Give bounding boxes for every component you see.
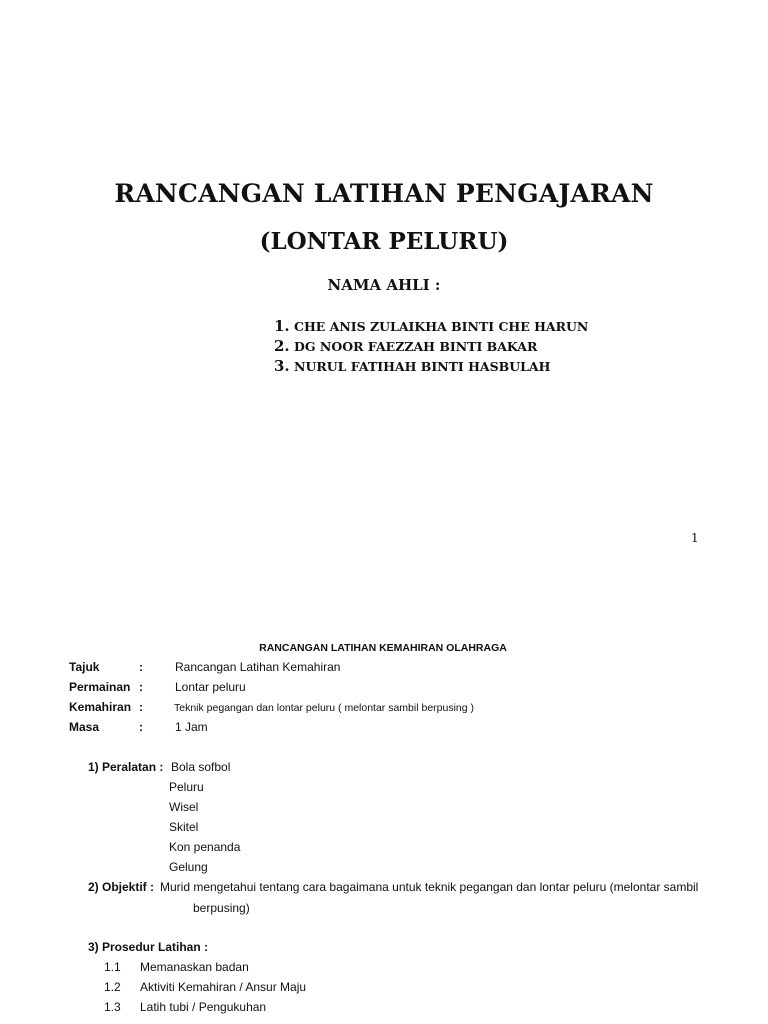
info-value-permainan: Lontar peluru [175, 680, 246, 694]
info-colon: : [139, 680, 143, 694]
info-label-masa: Masa [69, 720, 100, 734]
info-label-permainan: Permainan [69, 680, 131, 694]
section-title: RANCANGAN LATIHAN KEMAHIRAN OLAHRAGA [259, 642, 507, 654]
member-item [274, 317, 588, 335]
equipment-item: Kon penanda [169, 840, 241, 854]
members-label: NAMA AHLI : [327, 276, 441, 294]
equipment-item: Bola sofbol [171, 760, 231, 774]
equipment-item: Wisel [169, 800, 199, 814]
info-label-tajuk: Tajuk [69, 660, 100, 674]
info-colon: : [139, 700, 143, 714]
info-value-tajuk: Rancangan Latihan Kemahiran [175, 660, 341, 674]
procedure-step-number: 1.1 [104, 960, 121, 974]
info-colon: : [139, 720, 143, 734]
member-item [274, 337, 537, 355]
info-colon: : [139, 660, 143, 674]
member-number: 2. [274, 337, 290, 355]
objective-heading: 2) Objektif : [88, 880, 155, 894]
procedure-heading: 3) Prosedur Latihan : [88, 940, 209, 954]
objective-text: Murid mengetahui tentang cara bagaimana untuk teknik pegangan dan lontar peluru (melontar sambil [160, 880, 699, 894]
member-name: DG NOOR FAEZZAH BINTI BAKAR [294, 339, 538, 354]
equipment-heading: 1) Peralatan : [88, 760, 164, 774]
info-label-kemahiran: Kemahiran [69, 700, 132, 714]
member-name: NURUL FATIHAH BINTI HASBULAH [294, 359, 551, 374]
document-title: RANCANGAN LATIHAN PENGAJARAN [114, 179, 654, 208]
objective-text-continued: berpusing) [193, 901, 250, 915]
equipment-item: Skitel [169, 820, 199, 834]
procedure-step-number: 1.3 [104, 1000, 121, 1014]
procedure-step-text: Memanaskan badan [140, 960, 249, 974]
procedure-step-text: Latih tubi / Pengukuhan [140, 1000, 267, 1014]
member-number: 3. [274, 357, 290, 375]
procedure-step-number: 1.2 [104, 980, 121, 994]
equipment-item: Gelung [169, 860, 208, 874]
equipment-item: Peluru [169, 780, 204, 794]
member-item [274, 357, 550, 375]
document-subtitle: (LONTAR PELURU) [259, 228, 509, 255]
info-value-masa: 1 Jam [175, 720, 208, 734]
info-value-kemahiran: Teknik pegangan dan lontar peluru ( melontar sambil berpusing ) [174, 702, 475, 714]
procedure-step-text: Aktiviti Kemahiran / Ansur Maju [140, 980, 307, 994]
member-number: 1. [274, 317, 290, 335]
member-name: CHE ANIS ZULAIKHA BINTI CHE HARUN [294, 319, 589, 334]
page-number: 1 [691, 531, 699, 545]
